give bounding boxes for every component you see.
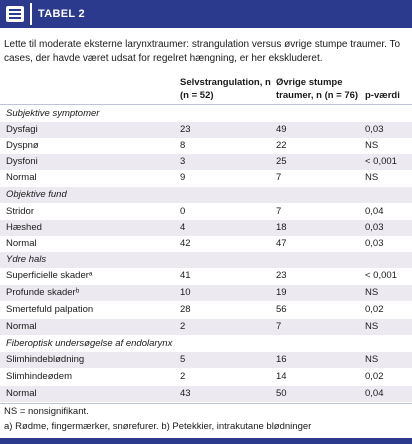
table-row: Dyspnø 8 22 NS	[6, 140, 379, 151]
table-row: Dysfoni 3 25 < 0,001	[0, 154, 412, 170]
section-title-row: Objektive fund	[0, 187, 412, 203]
table-caption: Lette til moderate eksterne larynxtraumer: strangulation versus øvrige stumpe traumer. To cases, der havde været udsat for regelret hængning, er her ekskluderet.	[4, 39, 401, 64]
column-header-ovrige: Øvrige stumpe traumer, n (n = 76)	[276, 77, 359, 101]
section-title-row: Fiberoptisk undersøgelse af endolarynx	[6, 338, 173, 349]
table-row: Smertefuld palpation 28 56 0,02	[6, 304, 384, 315]
table-row: Slimhindeblødning 5 16 NS	[0, 352, 412, 368]
table-row: Stridor 0 7 0,04	[6, 206, 384, 217]
column-header-selvstrangulation: Selvstrangulation, n (n = 52)	[180, 77, 271, 101]
table-row: Normal 42 47 0,03	[6, 238, 384, 249]
footnote-definitions: a) Rødme, fingermærker, snørefurer. b) Petekkier, intrakutane blødninger	[4, 421, 312, 432]
table-row: Profunde skaderᵇ 10 19 NS	[0, 285, 412, 301]
table-icon	[6, 6, 24, 22]
table-row: Superficielle skaderᵃ 41 23 < 0,001	[6, 270, 397, 281]
table-row: Normal 2 7 NS	[0, 319, 412, 335]
table-row: Slimhindeødem 2 14 0,02	[6, 371, 384, 382]
header-rule	[0, 104, 412, 105]
section-title-row: Ydre hals	[0, 252, 412, 268]
table-row: Hæshed 4 18 0,03	[0, 220, 412, 236]
table-row: Dysfagi 23 49 0,03	[0, 122, 412, 138]
table-header-bar	[0, 0, 412, 28]
table-row: Normal 43 50 0,04	[0, 386, 412, 402]
column-header-p-value: p-værdi	[365, 90, 400, 101]
footnote-ns: NS = nonsignifikant.	[4, 406, 89, 417]
bottom-rule	[0, 403, 412, 404]
table-row: Normal 9 7 NS	[6, 172, 379, 183]
bottom-bar	[0, 438, 412, 444]
header-separator	[30, 3, 32, 25]
table-title: TABEL 2	[38, 8, 85, 20]
section-title-row: Subjektive symptomer	[6, 108, 100, 119]
